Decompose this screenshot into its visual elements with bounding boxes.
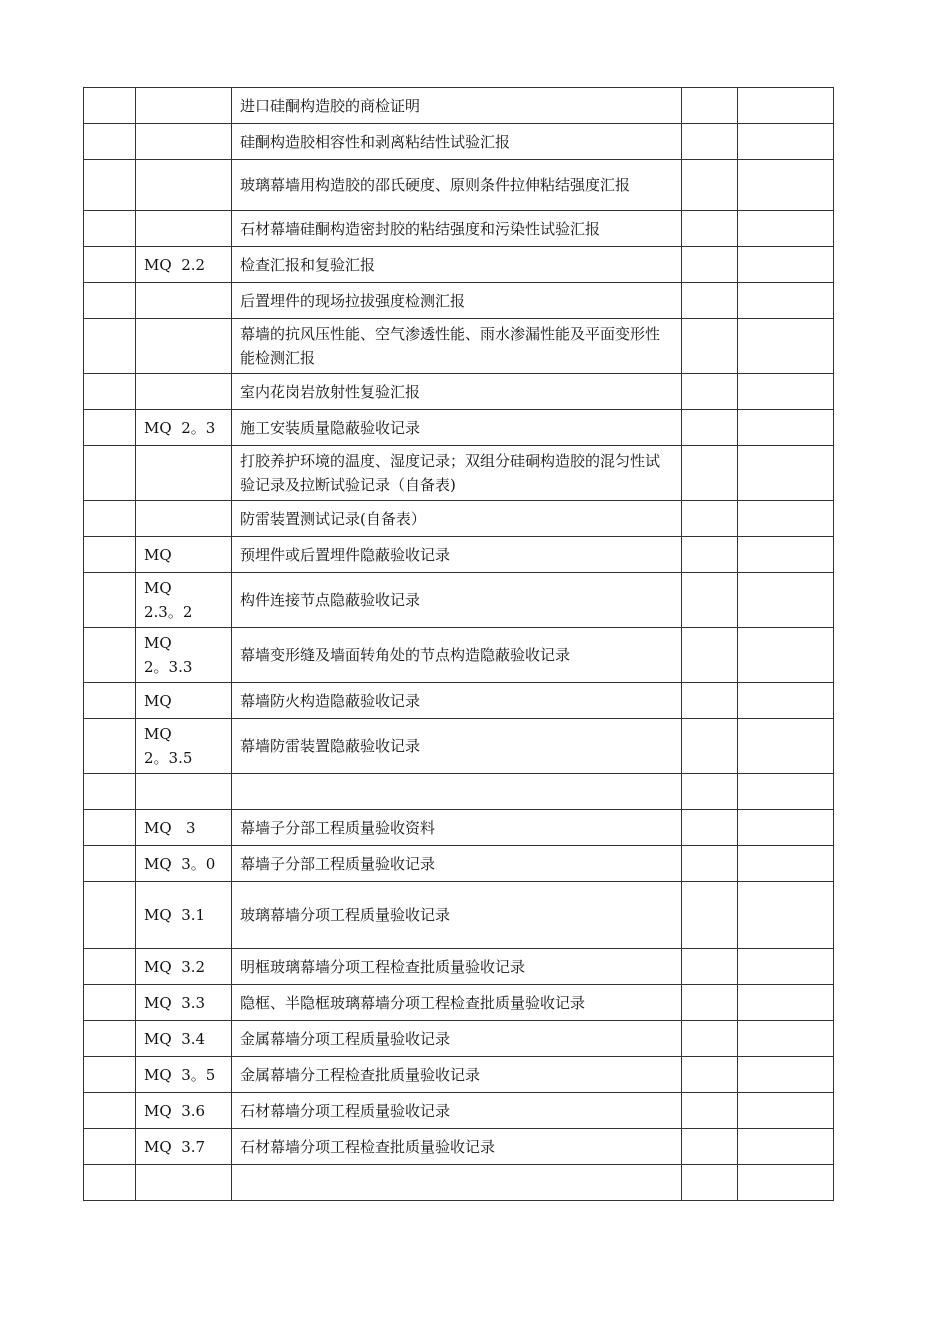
remarks-cell — [738, 1165, 834, 1201]
document-name-cell: 施工安装质量隐蔽验收记录 — [232, 410, 682, 446]
table-row — [84, 319, 834, 374]
document-name-cell: 后置埋件的现场拉拔强度检测汇报 — [232, 283, 682, 319]
code-cell — [136, 446, 232, 501]
remarks-cell — [738, 719, 834, 774]
document-name-cell: 玻璃幕墙分项工程质量验收记录 — [232, 882, 682, 949]
table-row — [84, 573, 834, 628]
page-count-cell — [682, 1165, 738, 1201]
index-cell — [84, 1165, 136, 1201]
document-name-cell: 石材幕墙硅酮构造密封胶的粘结强度和污染性试验汇报 — [232, 211, 682, 247]
page-count-cell — [682, 446, 738, 501]
index-cell — [84, 160, 136, 211]
code-cell — [136, 501, 232, 537]
table-row — [84, 247, 834, 283]
page-count-cell — [682, 1057, 738, 1093]
code-cell — [136, 160, 232, 211]
index-cell — [84, 446, 136, 501]
remarks-cell — [738, 160, 834, 211]
table-row — [84, 501, 834, 537]
document-name-cell: 室内花岗岩放射性复验汇报 — [232, 374, 682, 410]
page-count-cell — [682, 846, 738, 882]
page-count-cell — [682, 247, 738, 283]
remarks-cell — [738, 573, 834, 628]
document-name-cell: 预埋件或后置埋件隐蔽验收记录 — [232, 537, 682, 573]
page-count-cell — [682, 211, 738, 247]
index-cell — [84, 882, 136, 949]
index-cell — [84, 124, 136, 160]
page-count-cell — [682, 160, 738, 211]
index-cell — [84, 319, 136, 374]
remarks-cell — [738, 501, 834, 537]
code-cell — [136, 319, 232, 374]
table-row — [84, 446, 834, 501]
document-name-cell: 幕墙变形缝及墙面转角处的节点构造隐蔽验收记录 — [232, 628, 682, 683]
document-name-cell: 石材幕墙分项工程质量验收记录 — [232, 1093, 682, 1129]
code-cell: MQ 3。5 — [136, 1057, 232, 1093]
index-cell — [84, 1021, 136, 1057]
index-cell — [84, 1057, 136, 1093]
index-cell — [84, 211, 136, 247]
code-cell: MQ 3.4 — [136, 1021, 232, 1057]
page-count-cell — [682, 410, 738, 446]
document-name-cell: 进口硅酮构造胶的商检证明 — [232, 88, 682, 124]
remarks-cell — [738, 446, 834, 501]
page-count-cell — [682, 1129, 738, 1165]
remarks-cell — [738, 1021, 834, 1057]
table-row — [84, 1021, 834, 1057]
table-row — [84, 628, 834, 683]
page-count-cell — [682, 628, 738, 683]
table-row — [84, 846, 834, 882]
index-cell — [84, 1129, 136, 1165]
code-cell: MQ 2。3 — [136, 410, 232, 446]
table-row — [84, 1093, 834, 1129]
document-name-cell — [232, 774, 682, 810]
table-row — [84, 810, 834, 846]
page-count-cell — [682, 501, 738, 537]
remarks-cell — [738, 247, 834, 283]
page-count-cell — [682, 573, 738, 628]
code-cell — [136, 283, 232, 319]
document-name-cell: 幕墙子分部工程质量验收资料 — [232, 810, 682, 846]
document-name-cell: 打胶养护环境的温度、湿度记录；双组分硅硐构造胶的混匀性试验记录及拉断试验记录（自备表) — [232, 446, 682, 501]
remarks-cell — [738, 683, 834, 719]
document-name-cell: 隐框、半隐框玻璃幕墙分项工程检查批质量验收记录 — [232, 985, 682, 1021]
code-cell: MQ 3.1 — [136, 882, 232, 949]
index-cell — [84, 810, 136, 846]
remarks-cell — [738, 124, 834, 160]
page-count-cell — [682, 683, 738, 719]
index-cell — [84, 501, 136, 537]
table-row — [84, 1165, 834, 1201]
index-cell — [84, 719, 136, 774]
index-cell — [84, 283, 136, 319]
page-count-cell — [682, 810, 738, 846]
remarks-cell — [738, 882, 834, 949]
code-cell: MQ 3.3 — [136, 985, 232, 1021]
table-row — [84, 124, 834, 160]
table-row — [84, 985, 834, 1021]
remarks-cell — [738, 283, 834, 319]
table-row — [84, 882, 834, 949]
code-cell: MQ — [136, 537, 232, 573]
index-cell — [84, 1093, 136, 1129]
page-count-cell — [682, 537, 738, 573]
document-name-cell: 幕墙的抗风压性能、空气渗透性能、雨水渗漏性能及平面变形性能检测汇报 — [232, 319, 682, 374]
document-name-cell: 明框玻璃幕墙分项工程检查批质量验收记录 — [232, 949, 682, 985]
index-cell — [84, 985, 136, 1021]
code-cell: MQ 3.6 — [136, 1093, 232, 1129]
index-cell — [84, 846, 136, 882]
document-name-cell: 硅酮构造胶相容性和剥离粘结性试验汇报 — [232, 124, 682, 160]
page-count-cell — [682, 985, 738, 1021]
remarks-cell — [738, 88, 834, 124]
code-cell — [136, 124, 232, 160]
code-cell — [136, 374, 232, 410]
table-row — [84, 283, 834, 319]
remarks-cell — [738, 374, 834, 410]
code-cell: MQ 2。3.3 — [136, 628, 232, 683]
remarks-cell — [738, 211, 834, 247]
records-table — [83, 87, 834, 1201]
document-name-cell: 构件连接节点隐蔽验收记录 — [232, 573, 682, 628]
remarks-cell — [738, 1093, 834, 1129]
table-row — [84, 774, 834, 810]
index-cell — [84, 628, 136, 683]
table-row — [84, 410, 834, 446]
code-cell: MQ 3 — [136, 810, 232, 846]
document-name-cell: 幕墙子分部工程质量验收记录 — [232, 846, 682, 882]
remarks-cell — [738, 410, 834, 446]
index-cell — [84, 537, 136, 573]
page-count-cell — [682, 283, 738, 319]
page-count-cell — [682, 319, 738, 374]
remarks-cell — [738, 537, 834, 573]
code-cell: MQ 3。0 — [136, 846, 232, 882]
table-row — [84, 1057, 834, 1093]
index-cell — [84, 774, 136, 810]
remarks-cell — [738, 1129, 834, 1165]
table-row — [84, 683, 834, 719]
remarks-cell — [738, 774, 834, 810]
remarks-cell — [738, 1057, 834, 1093]
table-row — [84, 88, 834, 124]
code-cell: MQ 2.2 — [136, 247, 232, 283]
document-name-cell — [232, 1165, 682, 1201]
document-name-cell: 金属幕墙分项工程质量验收记录 — [232, 1021, 682, 1057]
code-cell — [136, 1165, 232, 1201]
index-cell — [84, 949, 136, 985]
index-cell — [84, 247, 136, 283]
index-cell — [84, 573, 136, 628]
remarks-cell — [738, 628, 834, 683]
table-row — [84, 160, 834, 211]
page-count-cell — [682, 374, 738, 410]
table-row — [84, 719, 834, 774]
page-count-cell — [682, 1021, 738, 1057]
table-body — [84, 88, 834, 1201]
index-cell — [84, 374, 136, 410]
remarks-cell — [738, 319, 834, 374]
code-cell: MQ 3.2 — [136, 949, 232, 985]
code-cell: MQ 3.7 — [136, 1129, 232, 1165]
document-name-cell: 金属幕墙分工程检查批质量验收记录 — [232, 1057, 682, 1093]
index-cell — [84, 410, 136, 446]
document-name-cell: 石材幕墙分项工程检查批质量验收记录 — [232, 1129, 682, 1165]
page-count-cell — [682, 949, 738, 985]
index-cell — [84, 88, 136, 124]
page-count-cell — [682, 719, 738, 774]
code-cell: MQ 2.3。2 — [136, 573, 232, 628]
page-count-cell — [682, 882, 738, 949]
document-name-cell: 幕墙防火构造隐蔽验收记录 — [232, 683, 682, 719]
table-row — [84, 537, 834, 573]
remarks-cell — [738, 985, 834, 1021]
table-row — [84, 1129, 834, 1165]
table-row — [84, 211, 834, 247]
table-row — [84, 949, 834, 985]
page-count-cell — [682, 88, 738, 124]
document-name-cell: 玻璃幕墙用构造胶的邵氏硬度、原则条件拉伸粘结强度汇报 — [232, 160, 682, 211]
page-count-cell — [682, 774, 738, 810]
index-cell — [84, 683, 136, 719]
remarks-cell — [738, 810, 834, 846]
document-name-cell: 检查汇报和复验汇报 — [232, 247, 682, 283]
page-count-cell — [682, 124, 738, 160]
code-cell — [136, 774, 232, 810]
table-row — [84, 374, 834, 410]
document-name-cell: 幕墙防雷装置隐蔽验收记录 — [232, 719, 682, 774]
code-cell — [136, 211, 232, 247]
page-count-cell — [682, 1093, 738, 1129]
remarks-cell — [738, 846, 834, 882]
code-cell — [136, 88, 232, 124]
remarks-cell — [738, 949, 834, 985]
code-cell: MQ 2。3.5 — [136, 719, 232, 774]
document-name-cell: 防雷装置测试记录(自备表） — [232, 501, 682, 537]
code-cell: MQ — [136, 683, 232, 719]
